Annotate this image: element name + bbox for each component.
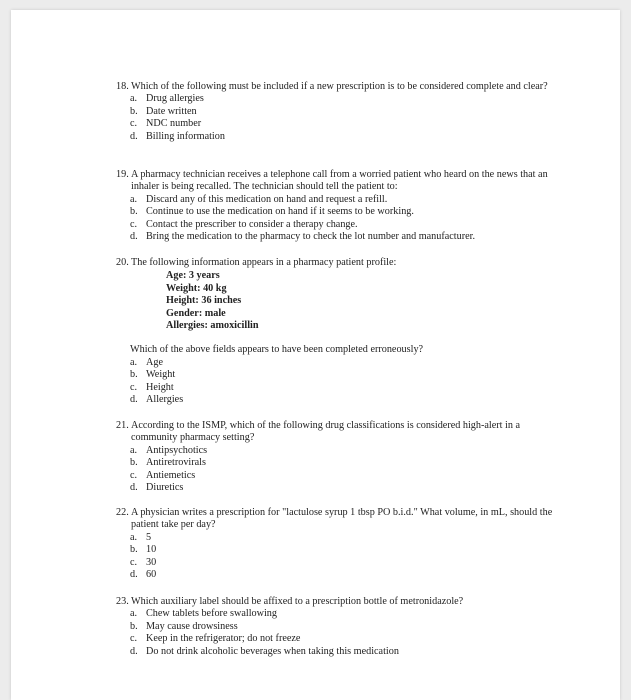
question-number: 23. bbox=[116, 596, 129, 607]
option-a: a. Age bbox=[130, 356, 163, 368]
question-number: 18. bbox=[116, 81, 129, 92]
question-number: 22. bbox=[116, 507, 129, 518]
profile-gender: Gender: male bbox=[166, 307, 226, 319]
option-b: b. Weight bbox=[130, 369, 176, 381]
option-d: d. Allergies bbox=[130, 394, 184, 406]
sub-question: Which of the above fields appears to have been completed erroneously? bbox=[130, 344, 424, 356]
option-b: b. Antiretrovirals bbox=[130, 457, 206, 469]
option-c: c. Keep in the refrigerator; do not freeze bbox=[130, 633, 301, 645]
option-c: c. NDC number bbox=[130, 118, 202, 130]
option-c: c. Contact the prescriber to consider a therapy change. bbox=[130, 218, 358, 230]
option-d: d. Do not drink alcoholic beverages when taking this medication bbox=[130, 645, 399, 657]
question-stem bbox=[116, 420, 556, 445]
question-number: 21. bbox=[116, 420, 129, 431]
option-c: c. Antiemetics bbox=[130, 469, 196, 481]
document-page bbox=[11, 10, 620, 700]
question-20 bbox=[116, 257, 556, 406]
question-text: A physician writes a prescription for "lactulose syrup 1 tbsp PO b.i.d." What volume, in mL, should the patient take per day? bbox=[131, 507, 553, 531]
question-number: 20. bbox=[116, 257, 129, 268]
question-text: The following information appears in a pharmacy patient profile: bbox=[131, 257, 397, 268]
option-c: c. 30 bbox=[130, 556, 157, 568]
question-19 bbox=[116, 169, 556, 243]
question-18 bbox=[116, 81, 556, 143]
profile-weight: Weight: 40 kg bbox=[166, 282, 227, 294]
profile-allergies: Allergies: amoxicillin bbox=[166, 320, 259, 332]
question-number: 19. bbox=[116, 169, 129, 180]
question-stem bbox=[116, 257, 556, 269]
question-text: Which auxiliary label should be affixed to a prescription bottle of metronidazole? bbox=[131, 596, 464, 607]
option-a: a. Chew tablets before swallowing bbox=[130, 608, 277, 620]
question-text: Which of the following must be included if a new prescription is to be considered complete and clear? bbox=[131, 81, 548, 92]
patient-profile bbox=[116, 270, 556, 332]
question-text: According to the ISMP, which of the following drug classifications is considered high-alert in a community pharmacy setting? bbox=[131, 420, 521, 444]
profile-age: Age: 3 years bbox=[166, 270, 220, 282]
option-d: d. Bring the medication to the pharmacy to check the lot number and manufacturer. bbox=[130, 231, 475, 243]
option-b: b. Date written bbox=[130, 105, 197, 117]
option-c: c. Height bbox=[130, 381, 174, 393]
option-d: d. Billing information bbox=[130, 130, 225, 142]
option-d: d. Diuretics bbox=[130, 482, 184, 494]
option-d: d. 60 bbox=[130, 569, 157, 581]
question-22 bbox=[116, 507, 556, 581]
question-stem bbox=[116, 169, 556, 194]
option-b: b. May cause drowsiness bbox=[130, 620, 238, 632]
option-a: a. Antipsychotics bbox=[130, 444, 208, 456]
question-stem bbox=[116, 81, 556, 93]
question-stem bbox=[116, 596, 556, 608]
option-a: a. Drug allergies bbox=[130, 93, 204, 105]
question-stem bbox=[116, 507, 556, 532]
question-21 bbox=[116, 420, 556, 494]
profile-height: Height: 36 inches bbox=[166, 295, 242, 307]
question-23 bbox=[116, 596, 556, 658]
question-text: A pharmacy technician receives a telephone call from a worried patient who heard on the news that an inhaler is being recalled. The technician should tell the patient to: bbox=[131, 169, 548, 193]
option-a: a. Discard any of this medication on hand and request a refill. bbox=[130, 193, 388, 205]
option-b: b. 10 bbox=[130, 544, 157, 556]
option-b: b. Continue to use the medication on hand if it seems to be working. bbox=[130, 206, 414, 218]
option-a: a. 5 bbox=[130, 531, 152, 543]
